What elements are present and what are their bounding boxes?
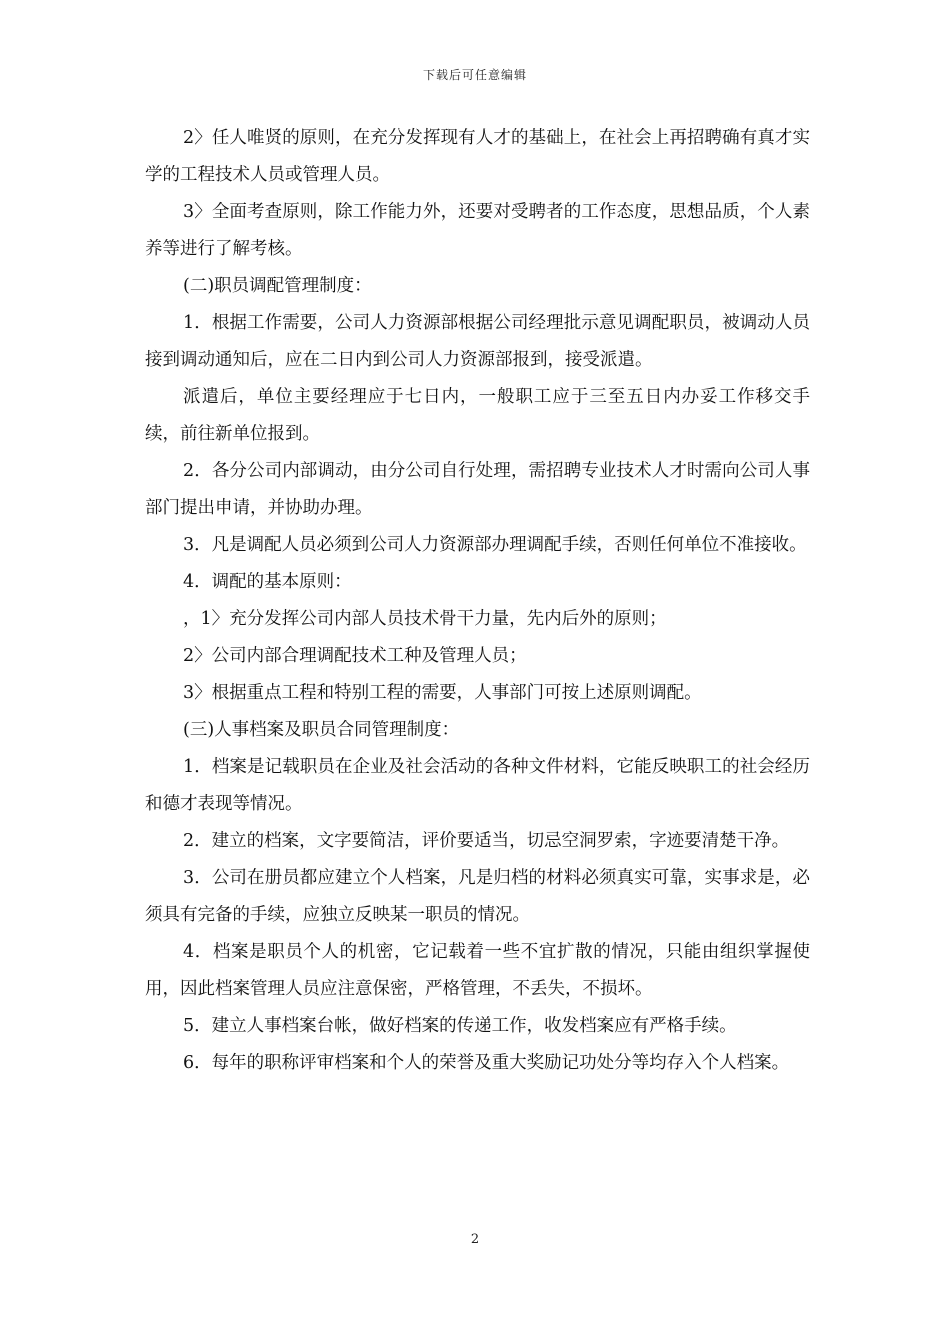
paragraph-basic-principle-1: ，1〉充分发挥公司内部人员技术骨干力量，先内后外的原则； <box>183 609 667 629</box>
paragraph-principle-2: 2〉任人唯贤的原则，在充分发挥现有人才的基础上，在社会上再招聘确有真才实学的工程技术人员或管理人员。 <box>145 128 810 185</box>
paragraph-transfer-1: 1．根据工作需要，公司人力资源部根据公司经理批示意见调配职员，被调动人员接到调动通知后，应在二日内到公司人力资源部报到，接受派遣。 <box>145 313 810 370</box>
paragraph-basic-principle-2: 2〉公司内部合理调配技术工种及管理人员； <box>183 646 527 666</box>
paragraph-archives-4: 4．档案是职员个人的机密，它记载着一些不宜扩散的情况，只能由组织掌握使用，因此档案管理人员应注意保密，严格管理，不丢失，不损坏。 <box>145 942 810 999</box>
paragraph-principle-3: 3〉全面考查原则，除工作能力外，还要对受聘者的工作态度，思想品质，个人素养等进行了解考核。 <box>145 202 810 259</box>
paragraph-transfer-2: 2．各分公司内部调动，由分公司自行处理，需招聘专业技术人才时需向公司人事部门提出申请，并协助办理。 <box>145 461 810 518</box>
paragraph-archives-3: 3．公司在册员都应建立个人档案，凡是归档的材料必须真实可靠，实事求是，必须具有完备的手续，应独立反映某一职员的情况。 <box>145 868 810 925</box>
paragraph-archives-6: 6．每年的职称评审档案和个人的荣誉及重大奖励记功处分等均存入个人档案。 <box>183 1053 790 1073</box>
section-heading-transfer: (二)职员调配管理制度： <box>183 276 372 296</box>
paragraph-archives-2: 2．建立的档案，文字要简洁，评价要适当，切忌空洞罗索，字迹要清楚干净。 <box>183 831 790 851</box>
paragraph-transfer-4: 4．调配的基本原则： <box>183 572 352 592</box>
section-heading-archives: (三)人事档案及职员合同管理制度： <box>183 720 460 740</box>
paragraph-basic-principle-3: 3〉根据重点工程和特别工程的需要，人事部门可按上述原则调配。 <box>183 683 702 703</box>
page-header: 下载后可任意编辑 <box>422 68 527 82</box>
paragraph-dispatch: 派遣后，单位主要经理应于七日内，一般职工应于三至五日内办妥工作移交手续，前往新单位报到。 <box>145 387 810 444</box>
document-body <box>145 120 810 1082</box>
paragraph-transfer-3: 3．凡是调配人员必须到公司人力资源部办理调配手续，否则任何单位不准接收。 <box>183 535 807 555</box>
paragraph-archives-5: 5．建立人事档案台帐，做好档案的传递工作，收发档案应有严格手续。 <box>183 1016 737 1036</box>
page-number: 2 <box>470 1232 480 1247</box>
paragraph-archives-1: 1．档案是记载职员在企业及社会活动的各种文件材料，它能反映职工的社会经历和德才表现等情况。 <box>145 757 810 814</box>
